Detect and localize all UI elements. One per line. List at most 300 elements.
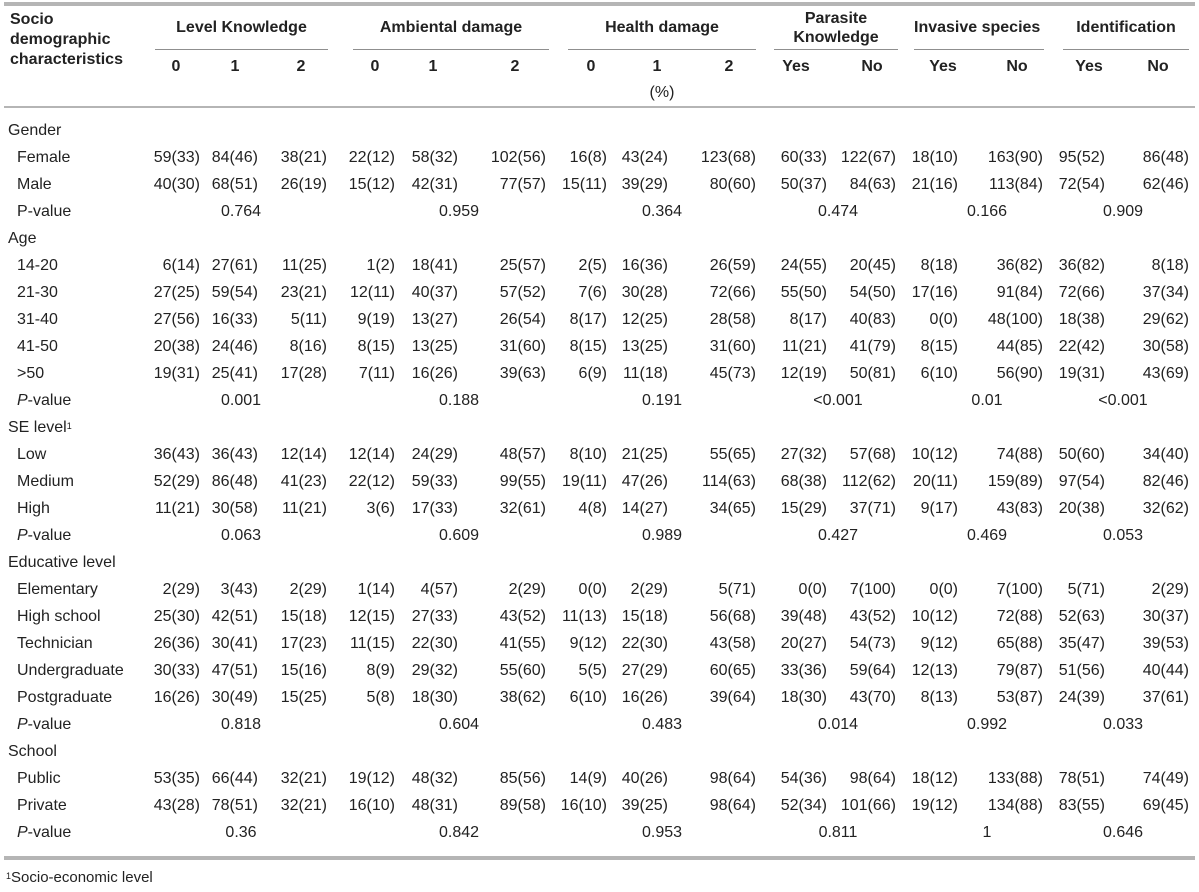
pvalue-cell: 0.764: [220, 203, 262, 220]
table-cell: 41(55): [499, 635, 546, 652]
table-cell: 4(57): [420, 581, 458, 598]
table-cell: 6(10): [920, 365, 958, 382]
table-cell: 113(84): [989, 176, 1043, 193]
table-cell: 30(37): [1142, 608, 1189, 625]
table-cell: 48(32): [411, 770, 458, 787]
table-cell: 86(48): [211, 473, 258, 490]
table-cell: 99(55): [499, 473, 546, 490]
table-cell: 21(25): [621, 446, 668, 463]
table-cell: 21(16): [911, 176, 958, 193]
group-underline: [774, 49, 898, 50]
table-cell: 22(12): [348, 473, 395, 490]
pvalue-cell: 0.191: [641, 392, 683, 409]
table-row: [0, 604, 1199, 630]
row-label: Low: [17, 446, 47, 463]
table-cell: 39(64): [709, 689, 756, 706]
table-cell: 22(30): [621, 635, 668, 652]
table-cell: 39(25): [621, 797, 668, 814]
table-cell: 12(14): [280, 446, 327, 463]
table-cell: 2(29): [508, 581, 546, 598]
pvalue-label-text: P-value: [17, 203, 72, 220]
table-cell: 24(55): [780, 257, 827, 274]
table-cell: 48(57): [499, 446, 546, 463]
table-cell: 18(30): [780, 689, 827, 706]
table-cell: 83(55): [1058, 797, 1105, 814]
pvalue-cell: 0.959: [438, 203, 480, 220]
table-cell: 8(13): [920, 689, 958, 706]
pvalue-row: [0, 199, 1199, 225]
group-header-ambiental-damage: Ambiental damage: [379, 19, 523, 36]
table-cell: 25(41): [211, 365, 258, 382]
table-cell: 89(58): [499, 797, 546, 814]
table-cell: 25(57): [499, 257, 546, 274]
table-cell: 11(21): [781, 338, 827, 355]
italic-p: P: [17, 716, 28, 733]
table-cell: 2(5): [578, 257, 607, 274]
table-cell: 91(84): [996, 284, 1043, 301]
table-cell: 43(83): [996, 500, 1043, 517]
table-cell: 43(70): [849, 689, 896, 706]
table-cell: 41(23): [280, 473, 327, 490]
table-cell: 30(28): [621, 284, 668, 301]
table-cell: 112(62): [842, 473, 896, 490]
table-cell: 38(62): [499, 689, 546, 706]
table-row: [0, 577, 1199, 603]
group-underline: [568, 49, 756, 50]
bottom-rule: [4, 856, 1195, 860]
table-cell: 27(29): [621, 662, 668, 679]
table-cell: 9(19): [357, 311, 395, 328]
table-cell: 27(25): [153, 284, 200, 301]
table-cell: 8(17): [789, 311, 827, 328]
table-cell: 163(90): [987, 149, 1043, 166]
table-cell: 18(30): [411, 689, 458, 706]
table-cell: 58(32): [411, 149, 458, 166]
table-cell: 30(58): [1142, 338, 1189, 355]
pvalue-row: [0, 523, 1199, 549]
pvalue-cell: 0.909: [1102, 203, 1144, 220]
table-row: [0, 658, 1199, 684]
table-cell: 16(26): [153, 689, 200, 706]
table-row: [0, 253, 1199, 279]
table-cell: 11(15): [349, 635, 395, 652]
table-cell: 14(27): [621, 500, 668, 517]
pvalue-label: [17, 716, 71, 734]
table-cell: 68(51): [211, 176, 258, 193]
table-cell: 27(56): [153, 311, 200, 328]
table-cell: 57(68): [849, 446, 896, 463]
table-cell: 47(51): [211, 662, 258, 679]
table-cell: 22(42): [1058, 338, 1105, 355]
table-cell: 42(51): [211, 608, 258, 625]
pvalue-label-text: -value: [27, 527, 72, 544]
table-cell: 123(68): [700, 149, 756, 166]
row-label: 14-20: [17, 257, 58, 274]
table-cell: 56(68): [709, 608, 756, 625]
table-cell: 31(60): [709, 338, 756, 355]
pvalue-cell: 0.063: [220, 527, 262, 544]
table-cell: 55(60): [499, 662, 546, 679]
table-cell: 39(53): [1142, 635, 1189, 652]
table-cell: 56(90): [996, 365, 1043, 382]
section-label-text: Age: [8, 230, 37, 247]
table-cell: 15(18): [280, 608, 327, 625]
footnote-text: Socio-economic level: [11, 869, 153, 886]
table-row: [0, 307, 1199, 333]
table-cell: 72(66): [709, 284, 756, 301]
table-cell: 29(32): [411, 662, 458, 679]
pvalue-cell: 1: [982, 824, 992, 841]
pvalue-cell: 0.604: [438, 716, 480, 733]
table-cell: 19(31): [153, 365, 200, 382]
table-cell: 72(54): [1058, 176, 1105, 193]
table-cell: 30(41): [211, 635, 258, 652]
subcolumn-header: 1: [652, 58, 662, 75]
table-cell: 7(100): [996, 581, 1043, 598]
table-cell: 37(34): [1142, 284, 1189, 301]
pvalue-label-text: -value: [27, 824, 72, 841]
table-cell: 26(19): [280, 176, 327, 193]
group-header-parasite-line2: Knowledge: [793, 29, 879, 46]
group-header-health-damage: Health damage: [605, 19, 719, 36]
table-cell: 43(28): [153, 797, 200, 814]
table-cell: 47(26): [621, 473, 668, 490]
table-cell: 36(82): [996, 257, 1043, 274]
table-cell: 44(85): [996, 338, 1043, 355]
table-cell: 27(32): [780, 446, 827, 463]
table-cell: 15(12): [348, 176, 395, 193]
table-cell: 22(30): [411, 635, 458, 652]
table-cell: 30(33): [153, 662, 200, 679]
table-cell: 66(44): [211, 770, 258, 787]
table-cell: 15(18): [621, 608, 668, 625]
table-cell: 59(33): [153, 149, 200, 166]
table-cell: 5(8): [366, 689, 395, 706]
table-cell: 15(25): [280, 689, 327, 706]
table-row: [0, 442, 1199, 468]
table-cell: 10(12): [911, 608, 958, 625]
table-cell: 59(33): [411, 473, 458, 490]
table-cell: 26(54): [499, 311, 546, 328]
table-cell: 27(33): [411, 608, 458, 625]
table-cell: 53(35): [153, 770, 200, 787]
table-cell: 15(16): [280, 662, 327, 679]
section-label-text: School: [8, 743, 57, 760]
table-cell: 18(12): [911, 770, 958, 787]
table-cell: 122(67): [840, 149, 896, 166]
table-cell: 33(36): [780, 662, 827, 679]
table-cell: 12(25): [621, 311, 668, 328]
table-cell: 54(73): [849, 635, 896, 652]
table-cell: 32(62): [1142, 500, 1189, 517]
italic-p: P: [17, 392, 28, 409]
table-cell: 85(56): [499, 770, 546, 787]
group-underline: [155, 49, 328, 50]
pvalue-label: [17, 527, 71, 545]
pvalue-cell: 0.01: [971, 392, 1003, 409]
section-label: [8, 743, 57, 761]
table-cell: 36(43): [153, 446, 200, 463]
table-cell: 20(45): [849, 257, 896, 274]
table-cell: 9(17): [920, 500, 958, 517]
table-cell: 40(30): [153, 176, 200, 193]
group-underline: [1063, 49, 1189, 50]
subcolumn-header: Yes: [782, 58, 810, 75]
pvalue-label: [17, 824, 71, 842]
table-cell: 41(79): [849, 338, 896, 355]
table-cell: 25(30): [153, 608, 200, 625]
table-cell: 59(64): [849, 662, 896, 679]
pvalue-cell: 0.033: [1102, 716, 1144, 733]
table-cell: 0(0): [929, 581, 958, 598]
table-cell: 14(9): [569, 770, 607, 787]
section-label-text: SE level: [8, 419, 67, 436]
table-cell: 19(31): [1058, 365, 1105, 382]
table-cell: 52(63): [1058, 608, 1105, 625]
table-cell: 8(16): [289, 338, 327, 355]
table-cell: 98(64): [849, 770, 896, 787]
table-cell: 50(37): [780, 176, 827, 193]
pvalue-label: [17, 392, 71, 410]
table-cell: 34(65): [709, 500, 756, 517]
table-cell: 45(73): [709, 365, 756, 382]
table-cell: 5(71): [1067, 581, 1105, 598]
section-label: [8, 554, 116, 572]
group-header-identification: Identification: [1076, 19, 1176, 36]
table-row: [0, 469, 1199, 495]
table-cell: 1(14): [357, 581, 395, 598]
subcolumn-header: 2: [724, 58, 734, 75]
table-cell: 2(29): [162, 581, 200, 598]
subcolumn-header: No: [1006, 58, 1028, 75]
group-underline: [914, 49, 1044, 50]
table-cell: 43(52): [499, 608, 546, 625]
pvalue-row: [0, 712, 1199, 738]
row-label: Private: [17, 797, 67, 814]
table-cell: 69(45): [1142, 797, 1189, 814]
pvalue-cell: 0.992: [966, 716, 1008, 733]
table-row: [0, 280, 1199, 306]
row-label: Female: [17, 149, 71, 166]
table-cell: 8(15): [357, 338, 395, 355]
table-cell: 7(6): [578, 284, 607, 301]
table-row: [0, 766, 1199, 792]
table-cell: 36(43): [211, 446, 258, 463]
row-label: Medium: [17, 473, 74, 490]
table-cell: 26(59): [709, 257, 756, 274]
section-row: [0, 226, 1199, 252]
group-header-parasite-line1: Parasite: [804, 10, 868, 27]
row-label: Undergraduate: [17, 662, 124, 679]
row-label: Technician: [17, 635, 93, 652]
pvalue-cell: 0.474: [817, 203, 859, 220]
table-cell: 53(87): [996, 689, 1043, 706]
table-cell: 134(88): [987, 797, 1043, 814]
pvalue-label: [17, 203, 71, 221]
table-row: [0, 361, 1199, 387]
table-cell: 77(57): [499, 176, 546, 193]
table-cell: 17(28): [280, 365, 327, 382]
table-row: [0, 685, 1199, 711]
table-cell: 74(49): [1142, 770, 1189, 787]
table-cell: 20(38): [153, 338, 200, 355]
table-cell: 60(33): [780, 149, 827, 166]
table-cell: 55(50): [780, 284, 827, 301]
table-cell: 16(26): [621, 689, 668, 706]
table-cell: 114(63): [702, 473, 756, 490]
table-cell: 37(71): [849, 500, 896, 517]
table-cell: 13(27): [411, 311, 458, 328]
table-cell: 17(16): [911, 284, 958, 301]
table-cell: 13(25): [411, 338, 458, 355]
table-cell: 60(65): [709, 662, 756, 679]
table-cell: 19(11): [561, 473, 607, 490]
table-cell: 17(33): [411, 500, 458, 517]
pvalue-cell: 0.188: [438, 392, 480, 409]
table-cell: 18(10): [911, 149, 958, 166]
table-cell: 3(6): [366, 500, 395, 517]
table-cell: 24(39): [1058, 689, 1105, 706]
table-cell: 40(44): [1142, 662, 1189, 679]
table-cell: 65(88): [996, 635, 1043, 652]
group-header-invasive-species: Invasive species: [914, 19, 1041, 36]
table-cell: 1(2): [366, 257, 395, 274]
table-cell: 86(48): [1142, 149, 1189, 166]
table-cell: 11(21): [154, 500, 200, 517]
table-row: [0, 631, 1199, 657]
table-cell: 72(88): [996, 608, 1043, 625]
table-cell: 32(21): [280, 797, 327, 814]
table-row: [0, 172, 1199, 198]
table-cell: 39(63): [499, 365, 546, 382]
table-cell: 12(11): [349, 284, 395, 301]
table-cell: 54(36): [780, 770, 827, 787]
table-cell: 32(61): [499, 500, 546, 517]
table-cell: 19(12): [911, 797, 958, 814]
table-cell: 84(63): [849, 176, 896, 193]
section-row: [0, 550, 1199, 576]
subcolumn-header: Yes: [1075, 58, 1103, 75]
table-cell: 0(0): [578, 581, 607, 598]
subcolumn-header: Yes: [929, 58, 957, 75]
header-rule: [4, 106, 1195, 108]
section-label: [8, 230, 36, 248]
italic-p: P: [17, 527, 28, 544]
table-cell: 50(81): [849, 365, 896, 382]
section-label: [8, 122, 61, 140]
pvalue-label-text: -value: [27, 392, 72, 409]
subcolumn-header: 0: [370, 58, 380, 75]
table-cell: 62(46): [1142, 176, 1189, 193]
table-cell: 15(11): [561, 176, 607, 193]
table-cell: 12(14): [348, 446, 395, 463]
pvalue-row: [0, 820, 1199, 846]
table-cell: 6(14): [162, 257, 200, 274]
table-cell: 159(89): [987, 473, 1043, 490]
table-cell: 78(51): [1058, 770, 1105, 787]
table-cell: 39(48): [780, 608, 827, 625]
table-cell: 101(66): [840, 797, 896, 814]
table-cell: 30(49): [211, 689, 258, 706]
row-label: Public: [17, 770, 61, 787]
subcolumn-header: 2: [296, 58, 306, 75]
table-cell: 98(64): [709, 797, 756, 814]
row-label: Postgraduate: [17, 689, 113, 706]
table-cell: 9(12): [920, 635, 958, 652]
table-cell: 8(17): [569, 311, 607, 328]
table-cell: 5(71): [718, 581, 756, 598]
table-cell: 16(8): [569, 149, 607, 166]
table-cell: 36(82): [1058, 257, 1105, 274]
table-cell: 8(18): [1151, 257, 1189, 274]
row-label: Male: [17, 176, 52, 193]
table-cell: 102(56): [490, 149, 546, 166]
table-cell: 11(13): [561, 608, 607, 625]
footnote-marker: 1: [6, 871, 12, 881]
table-cell: 50(60): [1058, 446, 1105, 463]
table-cell: 38(21): [280, 149, 327, 166]
table-cell: 24(29): [411, 446, 458, 463]
subcolumn-header: 1: [230, 58, 240, 75]
table-row: [0, 145, 1199, 171]
table-cell: 18(41): [411, 257, 458, 274]
subcolumn-header: No: [861, 58, 883, 75]
table-cell: 5(5): [578, 662, 607, 679]
row-label: High school: [17, 608, 101, 625]
table-cell: 8(18): [920, 257, 958, 274]
table-cell: 20(38): [1058, 500, 1105, 517]
table-cell: 2(29): [1151, 581, 1189, 598]
table-cell: 48(100): [987, 311, 1043, 328]
stub-header-line1: Socio: [10, 11, 54, 28]
table-cell: 78(51): [211, 797, 258, 814]
table-cell: 10(12): [911, 446, 958, 463]
table-cell: 30(58): [211, 500, 258, 517]
unit-label: (%): [649, 84, 675, 101]
pvalue-cell: 0.364: [641, 203, 683, 220]
pvalue-cell: 0.36: [225, 824, 257, 841]
table-cell: 43(52): [849, 608, 896, 625]
table-cell: 22(12): [348, 149, 395, 166]
pvalue-cell: 0.811: [818, 824, 858, 841]
table-cell: 32(21): [280, 770, 327, 787]
table-cell: 16(36): [621, 257, 668, 274]
table-cell: 72(66): [1058, 284, 1105, 301]
subcolumn-header: 1: [428, 58, 438, 75]
row-label: 31-40: [17, 311, 58, 328]
pvalue-cell: 0.427: [817, 527, 859, 544]
table-cell: 35(47): [1058, 635, 1105, 652]
pvalue-cell: <0.001: [1098, 392, 1148, 409]
table-cell: 0(0): [798, 581, 827, 598]
table-cell: 98(64): [709, 770, 756, 787]
table-cell: 74(88): [996, 446, 1043, 463]
pvalue-row: [0, 388, 1199, 414]
table-cell: 37(61): [1142, 689, 1189, 706]
table-cell: 16(10): [348, 797, 395, 814]
table-row: [0, 793, 1199, 819]
footnote-marker: 1: [66, 421, 72, 431]
table-cell: 8(15): [920, 338, 958, 355]
table-cell: 39(29): [621, 176, 668, 193]
pvalue-cell: 0.053: [1102, 527, 1144, 544]
table-cell: 17(23): [280, 635, 327, 652]
table-cell: 82(46): [1142, 473, 1189, 490]
pvalue-cell: 0.818: [220, 716, 262, 733]
pvalue-cell: 0.609: [438, 527, 480, 544]
pvalue-cell: 0.842: [438, 824, 480, 841]
pvalue-cell: 0.646: [1102, 824, 1144, 841]
